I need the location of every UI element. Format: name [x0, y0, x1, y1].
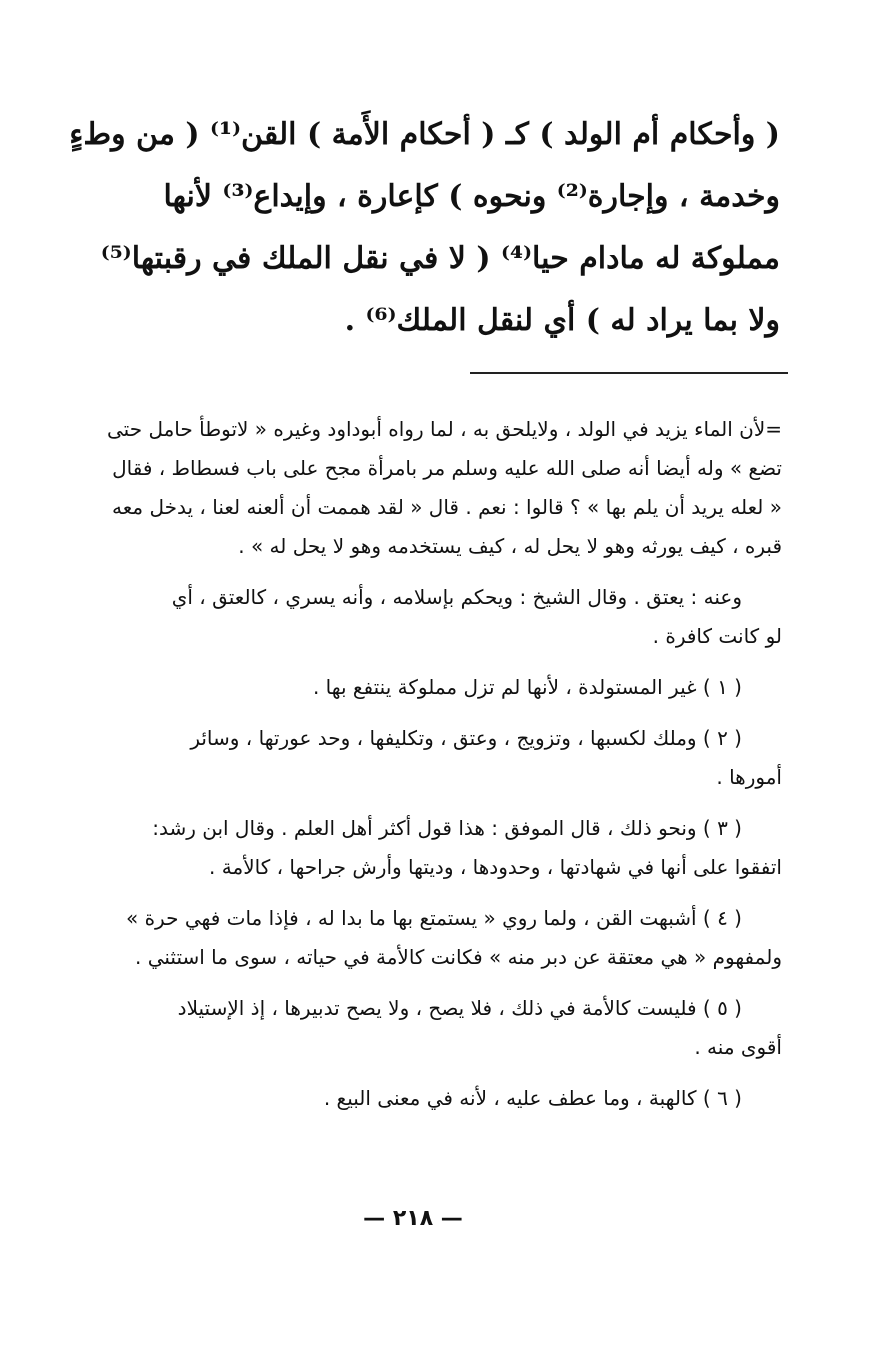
footnote-continuation-extra: [52, 578, 782, 656]
footnote-6: [52, 1079, 782, 1118]
footnote-line: وعنه : يعتق . وقال الشيخ : ويحكم بإسلامه ، وأنه يسري ، كالعتق ، أي: [171, 585, 742, 609]
footnote-continuation: [52, 410, 782, 566]
footnote-separator: [470, 372, 788, 374]
footnote-line: ( ٦ ) كالهبة ، وما عطف عليه ، لأنه في معنى البيع .: [323, 1086, 742, 1110]
footnote-line: أمورها .: [716, 765, 782, 789]
main-text-line: ( وأحكام أم الولد ) كـ ( أحكام الأَمة ) القن⁽¹⁾ ( من وطءٍ: [69, 117, 780, 152]
footnote-line: أقوى منه .: [694, 1035, 782, 1059]
main-text-line: مملوكة له مادام حيا⁽⁴⁾ ( لا في نقل الملك في رقبتها⁽⁵⁾: [100, 241, 780, 276]
footnotes-section: [52, 410, 782, 1130]
footnote-line: =لأن الماء يزيد في الولد ، ولايلحق به ، لما رواه أبوداود وغيره « لاتوطأ حامل حتى: [107, 417, 782, 441]
footnote-line: ( ٣ ) ونحو ذلك ، قال الموفق : هذا قول أكثر أهل العلم . وقال ابن رشد:: [152, 816, 742, 840]
footnote-line: قبره ، كيف يورثه وهو لا يحل له ، كيف يستخدمه وهو لا يحل له » .: [238, 534, 782, 558]
footnote-line: لو كانت كافرة .: [652, 624, 782, 648]
footnote-2: [52, 719, 782, 797]
footnote-line: ( ٥ ) فليست كالأمة في ذلك ، فلا يصح ، ولا يصح تدبيرها ، إذ الإستيلاد: [177, 996, 742, 1020]
page-number: — ٢١٨ —: [363, 1206, 463, 1231]
footnote-line: اتفقوا على أنها في شهادتها ، وحدودها ، وديتها وأرش جراحها ، كالأمة .: [209, 855, 782, 879]
footnote-line: ( ٤ ) أشبهت القن ، ولما روي « يستمتع بها ما بدا له ، فإذا مات فهي حرة »: [125, 906, 742, 930]
main-text-line: ولا بما يراد له ) أي لنقل الملك⁽⁶⁾ .: [344, 303, 780, 338]
main-text-line: وخدمة ، وإجارة⁽²⁾ ونحوه ) كإعارة ، وإيداع⁽³⁾ لأنها: [163, 179, 780, 214]
footnote-5: [52, 989, 782, 1067]
footnote-line: ( ٢ ) وملك لكسبها ، وتزويج ، وعتق ، وتكليفها ، وحد عورتها ، وسائر: [190, 726, 742, 750]
footnote-line: « لعله يريد أن يلم بها » ؟ قالوا : نعم . قال « لقد هممت أن ألعنه لعنا ، يدخل معه: [112, 495, 782, 519]
footnote-4: [52, 899, 782, 977]
footnote-line: ولمفهوم « هي معتقة عن دبر منه » فكانت كالأمة في حياته ، سوى ما استثني .: [135, 945, 782, 969]
footnote-1: [52, 668, 782, 707]
main-text: [52, 104, 780, 352]
footnote-line: ( ١ ) غير المستولدة ، لأنها لم تزل مملوكة ينتفع بها .: [312, 675, 742, 699]
footnote-3: [52, 809, 782, 887]
footnote-line: تضع » وله أيضا أنه صلى الله عليه وسلم مر بامرأة مجح على باب فسطاط ، فقال: [112, 456, 782, 480]
